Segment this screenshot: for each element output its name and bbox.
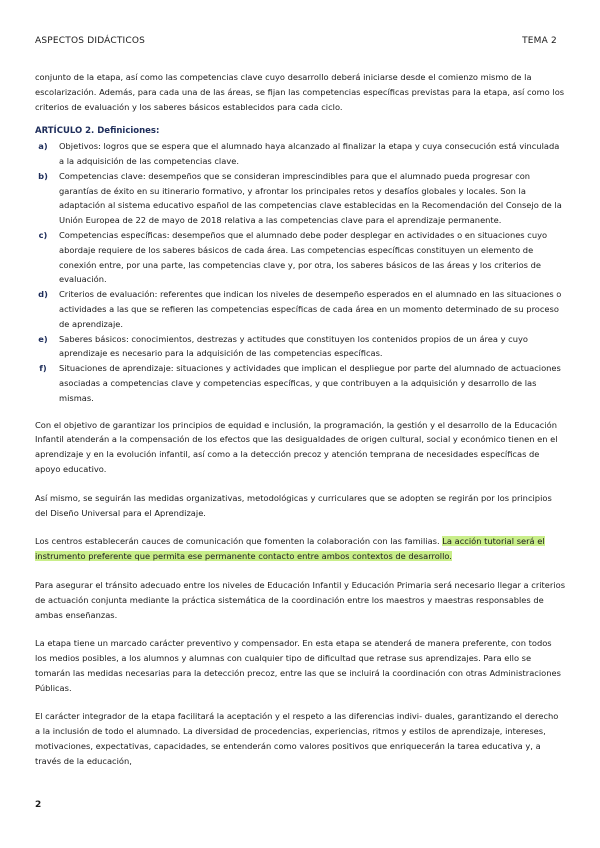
definition-text: Competencias específicas: desempeños que el alumnado debe poder desplegar en actividades o en situaciones cuyo abordaje requiere de los saberes básicos de cada área. Las competencias específicas constituyen un elemento de conexión entre, por una parte, las competencias clave y, por otra, los saberes básicos de las áreas y los criterios de evaluación.: [59, 229, 548, 285]
header-topic-number: TEMA 2: [522, 36, 557, 46]
page-header: [35, 36, 565, 50]
page-number: 2: [35, 800, 42, 810]
intro-paragraph: conjunto de la etapa, así como las competencias clave cuyo desarrollo deberá iniciarse desde el comienzo mismo de la escolarización. Además, para cada una de las áreas, se fijan las competencias específicas previstas para la etapa, así como los criterios de evaluación y los saberes básicos establecidos para cada ciclo.: [35, 72, 565, 112]
definition-item: [35, 169, 565, 228]
definition-item: [35, 139, 565, 169]
article-title: ARTÍCULO 2. Definiciones:: [35, 126, 160, 137]
page-body: [35, 70, 565, 783]
dua-paragraph: Así mismo, se seguirán las medidas organizativas, metodológicas y curriculares que se adopten se regirán por los principios del Diseño Universal para el Aprendizaje.: [35, 492, 552, 518]
integrative-paragraph: El carácter integrador de la etapa facilitará la aceptación y el respeto a las diferencias indivi- duales, garantizando el derecho a la inclusión de todo el alumnado. La diversidad de procedencias, experiencias, ritmos y estilos de aprendizaje, intereses, motivaciones, expectativas, capacidades, se entenderán como valores positivos que enriquecerán la tarea educativa y, a través de la educación,: [35, 711, 559, 766]
families-paragraph: [35, 534, 565, 564]
definition-item: [35, 228, 565, 287]
definition-text: Situaciones de aprendizaje: situaciones y actividades que implican el despliegue por parte del alumnado de actuaciones asociadas a competencias clave y competencias específicas, y que contribuyen a la adquisición y desarrollo de las mismas.: [59, 363, 561, 403]
equity-paragraph: Con el objetivo de garantizar los principios de equidad e inclusión, la programación, la gestión y el desarrollo de la Educación Infantil atenderán a la compensación de los efectos que las desigualdades de origen cultural, social y económico tienen en el aprendizaje y en la evolución infantil, así como a la detección precoz y atención temprana de necesidades específicas de apoyo educativo.: [35, 419, 558, 474]
families-text: Los centros establecerán cauces de comunicación que fomenten la colaboración con las familias.: [35, 536, 443, 547]
definition-letter: c): [38, 229, 48, 240]
definition-item: [35, 287, 565, 331]
definition-letter: b): [38, 170, 48, 181]
definition-text: Saberes básicos: conocimientos, destrezas y actitudes que constituyen los contenidos propios de un área y cuyo aprendizaje es necesario para la adquisición de las competencias específicas.: [59, 333, 528, 359]
transition-paragraph: Para asegurar el tránsito adecuado entre los niveles de Educación Infantil y Educación Primaria será necesario llegar a criterios de actuación conjunta mediante la práctica sistemática de la coordinación entre los maestros y maestras responsables de ambas enseñanzas.: [35, 579, 566, 620]
definition-item: [35, 361, 565, 405]
preventive-paragraph: La etapa tiene un marcado carácter preventivo y compensador. En esta etapa se atenderá de manera preferente, con todos los medios posibles, a los alumnos y alumnas con cualquier tipo de dificultad que retrase sus aprendizajes. Para ello se tomarán las medidas necesarias para la detección precoz, entre las que se incluirá la coordinación con otras Administraciones Públicas.: [35, 638, 561, 693]
definition-letter: d): [38, 289, 48, 300]
definition-letter: f): [39, 363, 47, 374]
definition-text: Criterios de evaluación: referentes que indican los niveles de desempeño esperados en el alumnado en las situaciones o actividades a las que se refieren las competencias específicas de cada área en un momento determinado de su proceso de aprendizaje.: [59, 289, 562, 329]
definitions-list: [35, 139, 565, 405]
definition-text: Objetivos: logros que se espera que el alumnado haya alcanzado al finalizar la etapa y cuya consecución está vinculada a la adquisición de las competencias clave.: [59, 141, 560, 166]
header-section-title: ASPECTOS DIDÁCTICOS: [35, 36, 146, 46]
definition-item: [35, 332, 565, 362]
definition-letter: e): [38, 333, 48, 344]
definition-letter: a): [38, 141, 48, 152]
definition-text: Competencias clave: desempeños que se consideran imprescindibles para que el alumnado pueda progresar con garantías de éxito en su itinerario formativo, y afrontar los principales retos y desafíos globales y locales. Son la adaptación al sistema educativo español de las competencias clave establecidas en la Recomendación del Consejo de la Unión Europea de 22 de mayo de 2018 relativa a las competencias clave para el aprendizaje permanente.: [59, 170, 562, 226]
highlighted-text: La acción tutorial será el instrumento preferente que permita ese permanente contacto entre ambos contextos de desarrollo.: [35, 536, 545, 562]
